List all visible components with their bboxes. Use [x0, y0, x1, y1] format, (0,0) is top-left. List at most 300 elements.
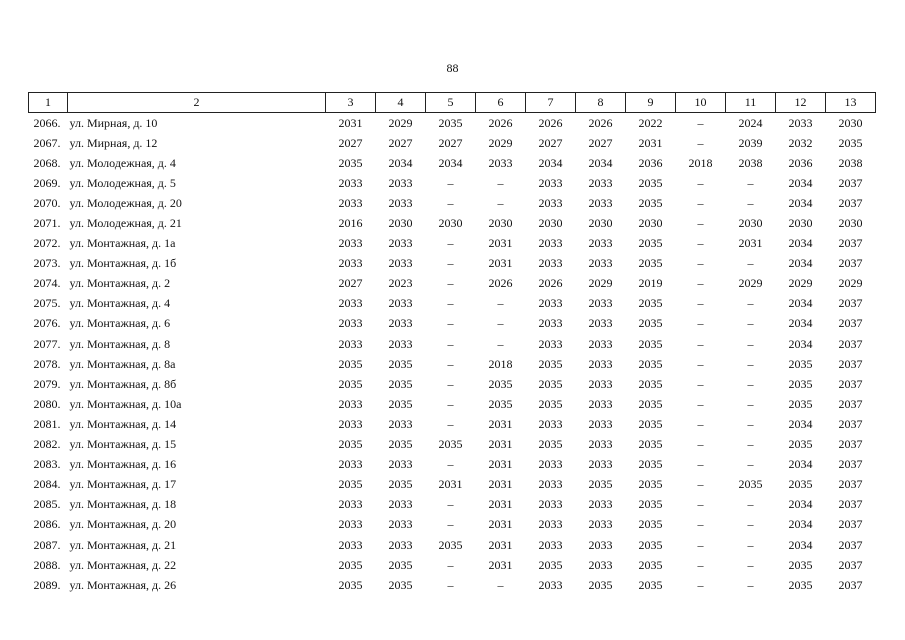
cell-col-11: – [747, 437, 754, 452]
cell-col-12: 2035 [788, 477, 813, 492]
row-address: ул. Монтажная, д. 6 [69, 316, 171, 331]
table-row [29, 414, 876, 434]
table-row [29, 254, 876, 274]
cell-col-10: – [697, 135, 704, 150]
cell-col-9: 2035 [638, 537, 663, 552]
column-header-8: 8 [576, 93, 626, 113]
cell-col-6: 2035 [488, 396, 513, 411]
cell-col-4: 2033 [388, 497, 413, 512]
cell-col-5: – [447, 276, 454, 291]
cell-col-3: 2033 [338, 517, 363, 532]
cell-col-9: 2035 [638, 256, 663, 271]
cell-col-3: 2035 [338, 557, 363, 572]
cell-col-13: 2037 [838, 477, 863, 492]
table-row [29, 234, 876, 254]
cell-col-7: 2033 [538, 296, 563, 311]
cell-col-11: 2035 [738, 477, 763, 492]
cell-col-3: 2035 [338, 477, 363, 492]
cell-col-3: 2033 [338, 457, 363, 472]
cell-col-6: 2031 [488, 236, 513, 251]
cell-col-7: 2033 [538, 497, 563, 512]
cell-col-5: – [447, 396, 454, 411]
cell-col-12: 2034 [788, 296, 813, 311]
cell-col-11: – [747, 537, 754, 552]
table-row [29, 113, 876, 134]
cell-col-9: 2035 [638, 577, 663, 592]
cell-col-10: – [697, 497, 704, 512]
cell-col-6: 2026 [488, 276, 513, 291]
cell-col-11: – [747, 316, 754, 331]
row-address: ул. Монтажная, д. 14 [69, 416, 177, 431]
cell-col-12: 2034 [788, 316, 813, 331]
row-number: 2077. [33, 336, 61, 351]
cell-col-9: 2035 [638, 457, 663, 472]
table-row [29, 515, 876, 535]
row-number: 2074. [33, 276, 61, 291]
cell-col-12: 2032 [788, 135, 813, 150]
cell-col-4: 2033 [388, 316, 413, 331]
cell-col-5: – [447, 577, 454, 592]
cell-col-3: 2033 [338, 256, 363, 271]
cell-col-6: 2031 [488, 457, 513, 472]
table-row [29, 334, 876, 354]
cell-col-4: 2035 [388, 437, 413, 452]
cell-col-3: 2031 [338, 115, 363, 130]
cell-col-3: 2027 [338, 276, 363, 291]
cell-col-6: 2026 [488, 115, 513, 130]
cell-col-7: 2033 [538, 236, 563, 251]
cell-col-9: 2035 [638, 477, 663, 492]
cell-col-3: 2033 [338, 497, 363, 512]
cell-col-12: 2034 [788, 256, 813, 271]
cell-col-13: 2037 [838, 195, 863, 210]
cell-col-11: – [747, 296, 754, 311]
cell-col-12: 2029 [788, 276, 813, 291]
table-row [29, 435, 876, 455]
cell-col-10: – [697, 396, 704, 411]
cell-col-13: 2029 [838, 276, 863, 291]
cell-col-13: 2037 [838, 316, 863, 331]
cell-col-4: 2033 [388, 336, 413, 351]
cell-col-4: 2033 [388, 256, 413, 271]
cell-col-13: 2037 [838, 336, 863, 351]
cell-col-9: 2035 [638, 437, 663, 452]
cell-col-8: 2033 [588, 497, 613, 512]
table-row [29, 495, 876, 515]
row-number: 2075. [33, 296, 61, 311]
row-number: 2087. [33, 537, 61, 552]
row-address: ул. Монтажная, д. 17 [69, 477, 177, 492]
cell-col-11: – [747, 497, 754, 512]
cell-col-13: 2037 [838, 457, 863, 472]
row-number: 2067. [33, 135, 61, 150]
cell-col-3: 2016 [338, 216, 363, 231]
cell-col-7: 2033 [538, 175, 563, 190]
cell-col-4: 2033 [388, 195, 413, 210]
cell-col-10: – [697, 477, 704, 492]
cell-col-8: 2026 [588, 115, 613, 130]
cell-col-7: 2033 [538, 416, 563, 431]
table-row [29, 133, 876, 153]
cell-col-12: 2034 [788, 537, 813, 552]
cell-col-3: 2035 [338, 376, 363, 391]
cell-col-5: – [447, 296, 454, 311]
cell-col-10: – [697, 416, 704, 431]
row-address: ул. Монтажная, д. 15 [69, 437, 177, 452]
cell-col-7: 2027 [538, 135, 563, 150]
cell-col-8: 2033 [588, 256, 613, 271]
cell-col-11: – [747, 195, 754, 210]
cell-col-6: 2031 [488, 416, 513, 431]
table-row [29, 153, 876, 173]
cell-col-5: – [447, 376, 454, 391]
cell-col-7: 2035 [538, 396, 563, 411]
cell-col-11: – [747, 336, 754, 351]
cell-col-3: 2033 [338, 416, 363, 431]
cell-col-11: 2030 [738, 216, 763, 231]
row-number: 2082. [33, 437, 61, 452]
cell-col-12: 2034 [788, 497, 813, 512]
table-row [29, 314, 876, 334]
cell-col-3: 2027 [338, 135, 363, 150]
cell-col-7: 2035 [538, 376, 563, 391]
cell-col-6: 2031 [488, 517, 513, 532]
row-address: ул. Мирная, д. 10 [69, 115, 158, 130]
column-header-13: 13 [826, 93, 876, 113]
table-header-row [29, 93, 876, 113]
cell-col-7: 2033 [538, 256, 563, 271]
cell-col-9: 2035 [638, 557, 663, 572]
cell-col-13: 2037 [838, 437, 863, 452]
table-row [29, 193, 876, 213]
cell-col-11: 2039 [738, 135, 763, 150]
row-address: ул. Молодежная, д. 20 [69, 195, 182, 210]
cell-col-11: – [747, 577, 754, 592]
cell-col-3: 2035 [338, 437, 363, 452]
cell-col-4: 2033 [388, 236, 413, 251]
cell-col-10: – [697, 296, 704, 311]
cell-col-3: 2033 [338, 537, 363, 552]
cell-col-8: 2033 [588, 236, 613, 251]
cell-col-4: 2035 [388, 356, 413, 371]
cell-col-6: – [497, 195, 504, 210]
row-address: ул. Монтажная, д. 8б [69, 376, 177, 391]
page-number: 88 [446, 61, 459, 75]
cell-col-7: 2035 [538, 356, 563, 371]
cell-col-8: 2033 [588, 396, 613, 411]
cell-col-3: 2033 [338, 236, 363, 251]
row-address: ул. Монтажная, д. 8а [69, 356, 176, 371]
cell-col-3: 2033 [338, 396, 363, 411]
cell-col-7: 2026 [538, 115, 563, 130]
cell-col-12: 2035 [788, 356, 813, 371]
cell-col-6: 2031 [488, 437, 513, 452]
row-number: 2069. [33, 175, 61, 190]
cell-col-11: – [747, 416, 754, 431]
cell-col-7: 2035 [538, 557, 563, 572]
cell-col-13: 2035 [838, 135, 863, 150]
column-header-10: 10 [676, 93, 726, 113]
cell-col-12: 2035 [788, 557, 813, 572]
cell-col-10: – [697, 376, 704, 391]
cell-col-4: 2023 [388, 276, 413, 291]
cell-col-5: – [447, 256, 454, 271]
cell-col-10: – [697, 276, 704, 291]
cell-col-9: 2022 [638, 115, 663, 130]
cell-col-13: 2037 [838, 175, 863, 190]
cell-col-13: 2037 [838, 376, 863, 391]
cell-col-6: 2029 [488, 135, 513, 150]
cell-col-5: – [447, 416, 454, 431]
cell-col-10: – [697, 316, 704, 331]
cell-col-5: – [447, 457, 454, 472]
cell-col-8: 2033 [588, 457, 613, 472]
cell-col-13: 2037 [838, 537, 863, 552]
cell-col-5: 2035 [438, 115, 463, 130]
cell-col-7: 2035 [538, 437, 563, 452]
cell-col-6: – [497, 316, 504, 331]
cell-col-13: 2038 [838, 155, 863, 170]
cell-col-7: 2033 [538, 537, 563, 552]
cell-col-12: 2035 [788, 396, 813, 411]
cell-col-5: 2027 [438, 135, 463, 150]
cell-col-11: 2029 [738, 276, 763, 291]
cell-col-8: 2033 [588, 517, 613, 532]
cell-col-6: – [497, 296, 504, 311]
cell-col-4: 2030 [388, 216, 413, 231]
table-row [29, 173, 876, 193]
row-address: ул. Монтажная, д. 21 [69, 537, 177, 552]
cell-col-12: 2034 [788, 175, 813, 190]
cell-col-12: 2035 [788, 437, 813, 452]
cell-col-6: 2033 [488, 155, 513, 170]
cell-col-4: 2033 [388, 416, 413, 431]
cell-col-12: 2030 [788, 216, 813, 231]
cell-col-5: – [447, 356, 454, 371]
cell-col-4: 2035 [388, 376, 413, 391]
cell-col-7: 2033 [538, 577, 563, 592]
cell-col-11: – [747, 175, 754, 190]
row-number: 2066. [33, 115, 61, 130]
row-number: 2072. [33, 236, 61, 251]
cell-col-8: 2034 [588, 155, 613, 170]
cell-col-5: – [447, 497, 454, 512]
cell-col-5: 2035 [438, 537, 463, 552]
cell-col-9: 2035 [638, 396, 663, 411]
cell-col-5: – [447, 236, 454, 251]
cell-col-10: – [697, 256, 704, 271]
cell-col-13: 2037 [838, 396, 863, 411]
table-row [29, 535, 876, 555]
column-header-1: 1 [29, 93, 68, 113]
row-number: 2083. [33, 457, 61, 472]
cell-col-3: 2033 [338, 195, 363, 210]
cell-col-9: 2035 [638, 296, 663, 311]
cell-col-9: 2035 [638, 376, 663, 391]
cell-col-8: 2033 [588, 376, 613, 391]
column-header-4: 4 [376, 93, 426, 113]
cell-col-10: – [697, 517, 704, 532]
cell-col-12: 2035 [788, 376, 813, 391]
cell-col-9: 2035 [638, 517, 663, 532]
cell-col-11: – [747, 557, 754, 572]
cell-col-12: 2036 [788, 155, 813, 170]
table-row [29, 354, 876, 374]
row-number: 2084. [33, 477, 61, 492]
cell-col-4: 2035 [388, 477, 413, 492]
cell-col-10: – [697, 115, 704, 130]
row-number: 2081. [33, 416, 61, 431]
cell-col-10: – [697, 557, 704, 572]
cell-col-3: 2033 [338, 336, 363, 351]
column-header-9: 9 [626, 93, 676, 113]
cell-col-7: 2033 [538, 457, 563, 472]
cell-col-7: 2033 [538, 517, 563, 532]
column-header-2: 2 [68, 93, 326, 113]
cell-col-3: 2033 [338, 175, 363, 190]
cell-col-5: 2030 [438, 216, 463, 231]
cell-col-7: 2030 [538, 216, 563, 231]
cell-col-8: 2033 [588, 537, 613, 552]
cell-col-9: 2035 [638, 236, 663, 251]
cell-col-9: 2031 [638, 135, 663, 150]
cell-col-8: 2033 [588, 356, 613, 371]
cell-col-11: – [747, 376, 754, 391]
cell-col-6: – [497, 336, 504, 351]
cell-col-12: 2035 [788, 577, 813, 592]
cell-col-5: 2034 [438, 155, 463, 170]
cell-col-11: 2031 [738, 236, 763, 251]
cell-col-4: 2035 [388, 557, 413, 572]
cell-col-9: 2035 [638, 416, 663, 431]
cell-col-4: 2027 [388, 135, 413, 150]
cell-col-11: – [747, 396, 754, 411]
row-address: ул. Монтажная, д. 22 [69, 557, 177, 572]
cell-col-13: 2037 [838, 577, 863, 592]
column-header-7: 7 [526, 93, 576, 113]
cell-col-4: 2033 [388, 296, 413, 311]
cell-col-4: 2035 [388, 577, 413, 592]
cell-col-7: 2026 [538, 276, 563, 291]
table-row [29, 274, 876, 294]
column-header-3: 3 [326, 93, 376, 113]
cell-col-8: 2033 [588, 175, 613, 190]
cell-col-12: 2034 [788, 517, 813, 532]
cell-col-5: – [447, 517, 454, 532]
cell-col-9: 2035 [638, 336, 663, 351]
cell-col-13: 2037 [838, 256, 863, 271]
cell-col-5: – [447, 195, 454, 210]
cell-col-10: – [697, 577, 704, 592]
row-address: ул. Монтажная, д. 2 [69, 276, 171, 291]
row-address: ул. Монтажная, д. 1б [69, 256, 177, 271]
cell-col-6: 2031 [488, 477, 513, 492]
cell-col-10: 2018 [688, 155, 713, 170]
cell-col-6: – [497, 577, 504, 592]
row-number: 2068. [33, 155, 61, 170]
cell-col-8: 2033 [588, 336, 613, 351]
cell-col-13: 2037 [838, 236, 863, 251]
cell-col-12: 2034 [788, 195, 813, 210]
row-number: 2079. [33, 376, 61, 391]
cell-col-13: 2037 [838, 356, 863, 371]
row-number: 2089. [33, 577, 61, 592]
cell-col-3: 2035 [338, 577, 363, 592]
cell-col-10: – [697, 236, 704, 251]
cell-col-4: 2029 [388, 115, 413, 130]
cell-col-13: 2030 [838, 216, 863, 231]
cell-col-8: 2033 [588, 296, 613, 311]
cell-col-10: – [697, 336, 704, 351]
row-number: 2085. [33, 497, 61, 512]
cell-col-6: 2031 [488, 497, 513, 512]
cell-col-9: 2030 [638, 216, 663, 231]
cell-col-10: – [697, 356, 704, 371]
cell-col-5: 2035 [438, 437, 463, 452]
cell-col-5: – [447, 316, 454, 331]
cell-col-5: – [447, 175, 454, 190]
cell-col-4: 2034 [388, 155, 413, 170]
cell-col-6: 2035 [488, 376, 513, 391]
cell-col-8: 2033 [588, 416, 613, 431]
cell-col-7: 2033 [538, 195, 563, 210]
row-address: ул. Монтажная, д. 10а [69, 396, 182, 411]
table-row [29, 294, 876, 314]
cell-col-13: 2037 [838, 416, 863, 431]
cell-col-13: 2037 [838, 517, 863, 532]
cell-col-8: 2033 [588, 195, 613, 210]
cell-col-8: 2029 [588, 276, 613, 291]
cell-col-12: 2034 [788, 416, 813, 431]
cell-col-3: 2033 [338, 296, 363, 311]
column-header-11: 11 [726, 93, 776, 113]
cell-col-7: 2033 [538, 336, 563, 351]
data-table [28, 92, 876, 595]
cell-col-13: 2037 [838, 497, 863, 512]
cell-col-10: – [697, 457, 704, 472]
cell-col-9: 2036 [638, 155, 663, 170]
cell-col-13: 2037 [838, 296, 863, 311]
row-address: ул. Монтажная, д. 8 [69, 336, 171, 351]
cell-col-12: 2034 [788, 336, 813, 351]
cell-col-6: 2031 [488, 537, 513, 552]
cell-col-5: – [447, 336, 454, 351]
cell-col-11: – [747, 256, 754, 271]
cell-col-9: 2035 [638, 356, 663, 371]
row-address: ул. Монтажная, д. 26 [69, 577, 177, 592]
row-address: ул. Молодежная, д. 4 [69, 155, 176, 170]
cell-col-10: – [697, 437, 704, 452]
row-address: ул. Монтажная, д. 18 [69, 497, 177, 512]
row-address: ул. Молодежная, д. 5 [69, 175, 176, 190]
cell-col-8: 2030 [588, 216, 613, 231]
row-number: 2086. [33, 517, 61, 532]
cell-col-13: 2030 [838, 115, 863, 130]
row-address: ул. Монтажная, д. 16 [69, 457, 177, 472]
row-number: 2088. [33, 557, 61, 572]
table-row [29, 374, 876, 394]
row-number: 2076. [33, 316, 61, 331]
column-header-5: 5 [426, 93, 476, 113]
row-address: ул. Молодежная, д. 21 [69, 216, 182, 231]
row-address: ул. Монтажная, д. 1а [69, 236, 176, 251]
row-number: 2078. [33, 356, 61, 371]
cell-col-12: 2033 [788, 115, 813, 130]
column-header-12: 12 [776, 93, 826, 113]
column-header-6: 6 [476, 93, 526, 113]
row-number: 2071. [33, 216, 61, 231]
cell-col-11: – [747, 517, 754, 532]
